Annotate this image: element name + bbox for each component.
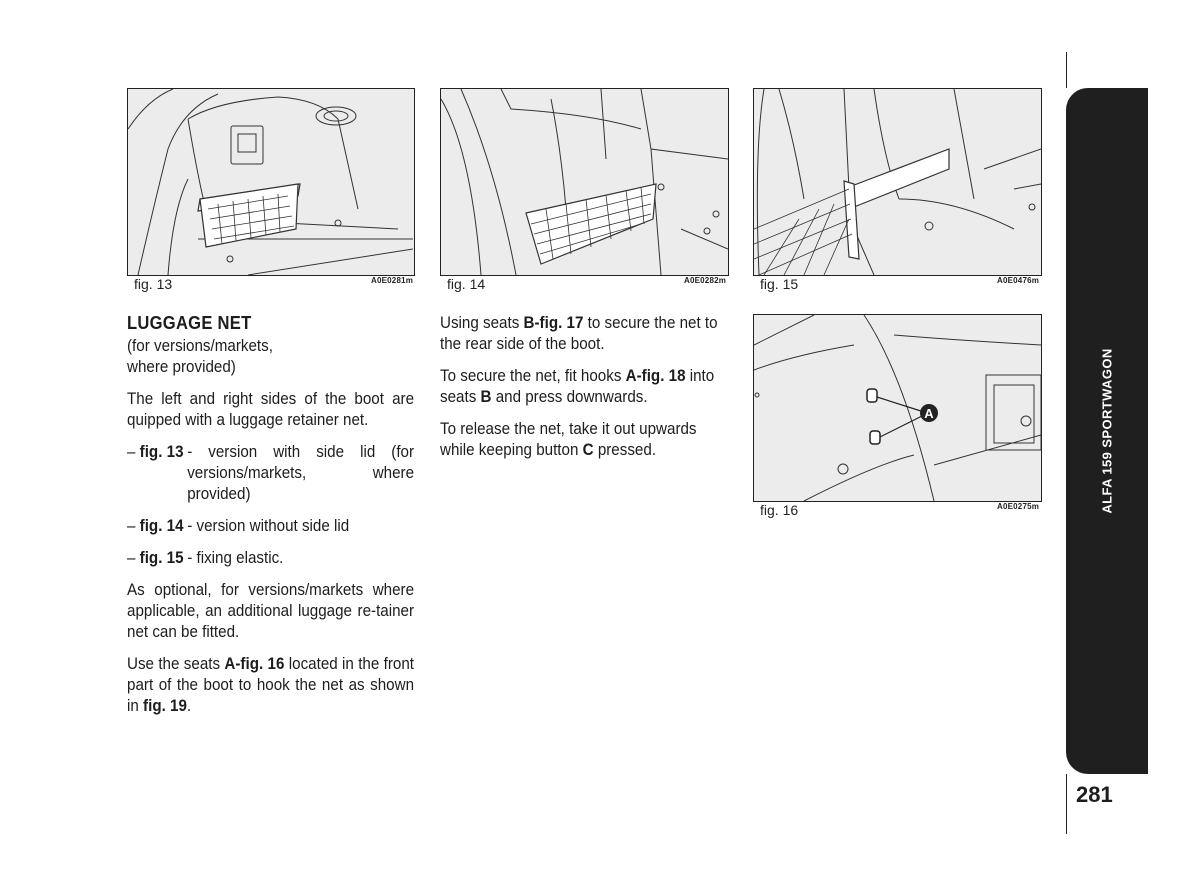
figure-13-code: A0E0281m: [371, 276, 414, 285]
subheading-line-1: (for versions/markets,: [127, 337, 273, 355]
figure-16-code: A0E0275m: [997, 502, 1040, 511]
seats-paragraph: Use the seats A-fig. 16 located in the front part of the boot to hook the net as shown in fig. 19.: [127, 655, 415, 715]
figure-13-image: [127, 88, 415, 276]
section-heading: LUGGAGE NET: [127, 313, 252, 333]
rear-seats-paragraph: Using seats B-fig. 17 to secure the net to the rear side of the boot.: [440, 314, 718, 353]
top-divider-line: [1066, 52, 1067, 88]
figure-15-code: A0E0476m: [997, 276, 1040, 285]
intro-paragraph: The left and right sides of the boot are quipped with a luggage retainer net.: [127, 390, 415, 429]
figure-15-image: [753, 88, 1042, 276]
subheading-line-2: where provided): [127, 358, 236, 376]
callout-a-label: A: [924, 406, 934, 421]
secure-net-paragraph: To secure the net, fit hooks A-fig. 18 into seats B and press downwards.: [440, 367, 715, 406]
optional-paragraph: As optional, for versions/markets where applicable, an additional luggage re-tainer net can be fitted.: [127, 581, 415, 641]
figure-14-caption: fig. 14: [447, 276, 486, 292]
figure-14-image: [440, 88, 729, 276]
release-net-paragraph: To release the net, take it out upwards while keeping button C pressed.: [440, 420, 697, 459]
figure-16-caption: fig. 16: [760, 502, 799, 518]
figure-13-caption: fig. 13: [134, 276, 173, 292]
bottom-divider-line: [1066, 774, 1067, 834]
chapter-sidebar: [1066, 88, 1148, 774]
figure-15-caption: fig. 15: [760, 276, 799, 292]
list-item: – fig. 14 - version without side lid: [127, 517, 350, 535]
column-middle: [440, 313, 727, 472]
column-left: [127, 313, 414, 728]
page-number: 281: [1076, 782, 1113, 807]
figure-16-image: [753, 314, 1042, 502]
sidebar-label: ALFA 159 SPORTWAGON: [1099, 348, 1115, 514]
list-item: – fig. 15 - fixing elastic.: [127, 549, 284, 567]
list-item: – fig. 13 - version with side lid (for versions/markets, where provided): [127, 443, 415, 503]
figure-14-code: A0E0282m: [684, 276, 727, 285]
